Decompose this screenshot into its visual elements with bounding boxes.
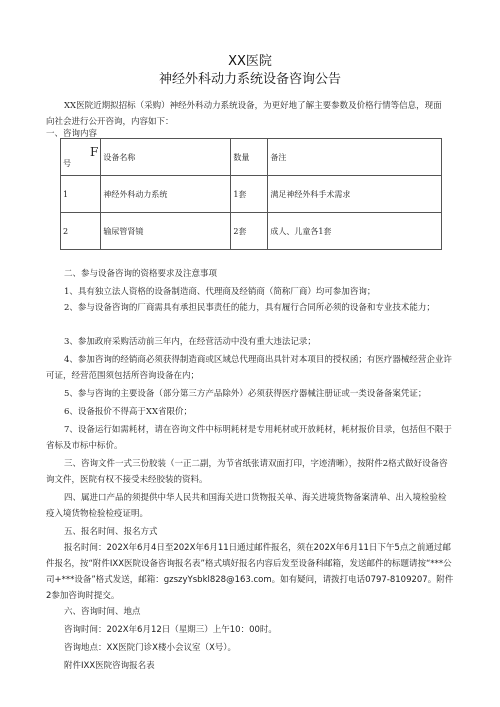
header-index	[61, 139, 101, 176]
section5-heading: 五、报名时间、报名方式	[64, 527, 158, 537]
cell-remark: 满足神经外科手术需求	[268, 176, 442, 213]
para-5: 报名时间：202X年6月4日至202X年6月11日通过邮件报名，须在202X年6月11日下午5点之前通过邮件报名，按“附件IXX医院设备咨询报名表”格式填好报名内容后发至设备科邮箱，发送邮件的标题请按“***公司+***设备”格式发送，邮箱：gzszyYsbkl828@163.com。如有疑问，请拨打电话0797-8109207。附件2参加咨询时提交。	[46, 543, 454, 601]
req-5: 5、参与咨询的主要设备（部分第三方产品除外）必须获得医疗器械注册证或一类设备备案凭证；	[64, 389, 427, 399]
cell-index: 2	[61, 213, 101, 250]
equipment-table	[60, 138, 442, 250]
req-1: 1、具有独立法人资格的设备制造商、代理商及经销商（简称厂商）均可参加咨询；	[64, 287, 376, 297]
header-index-mark: F	[90, 144, 99, 159]
section6-heading: 六、咨询时间、地点	[64, 607, 141, 617]
cell-name: 输尿管肾镜	[101, 213, 231, 250]
cell-qty: 1套	[231, 176, 268, 213]
header-remark: 备注	[268, 139, 442, 176]
table-row	[61, 176, 442, 213]
header-index-label: 号	[63, 158, 71, 168]
cell-qty: 2套	[231, 213, 268, 250]
header-name: 设备名称	[101, 139, 231, 176]
req-6: 6、设备报价不得高于XX省限价；	[64, 407, 193, 417]
attachment-note: 附件IXX医院咨询报名表	[64, 661, 155, 671]
req-7: 7、设备运行如需耗材，请在咨询文件中标明耗材是专用耗材或开放耗材，耗材报价目录，包括但不限于省标及市标中标价。	[46, 425, 452, 451]
section2-heading: 二、参与设备咨询的资格要求及注意事项	[64, 269, 218, 279]
cell-name: 神经外科动力系统	[101, 176, 231, 213]
table-header-row	[61, 139, 442, 176]
cell-remark: 成人、儿童各1套	[268, 213, 442, 250]
consult-time: 咨询时间：202X年6月12日（星期三）上午10：00时。	[64, 625, 277, 635]
para-3: 三、咨询文件一式三份胶装（一正二副，为节省纸张请双面打印，字迹清晰），按附件2格式做好设备咨询文件，医院有权不接受未经胶装的资料。	[46, 459, 448, 485]
notice-title: 神经外科动力系统设备咨询公告	[158, 72, 341, 87]
hospital-title: XX医院	[228, 54, 272, 69]
consult-place: 咨询地点：XX医院门诊X楼小会议室（X号）。	[64, 643, 237, 653]
req-3: 3、参加政府采购活动前三年内，在经营活动中没有重大违法记录；	[64, 337, 316, 347]
intro-paragraph: XX医院近期拟招标（采购）神经外科动力系统设备，为更好地了解主要参数及价格行情等信息，现面向社会进行公开咨询，内容如下：	[46, 101, 442, 127]
header-qty: 数量	[231, 139, 268, 176]
table-row	[61, 213, 442, 250]
req-2: 2、参与设备咨询的厂商需具有承担民事责任的能力，具有履行合同所必须的设备和专业技术能力；	[64, 303, 435, 313]
section1-heading: 一、咨询内容	[46, 129, 98, 139]
para-4: 四、属进口产品的须提供中华人民共和国海关进口货物报关单、海关进境货物备案清单、出入境检验检疫入境货物检验检疫证明。	[46, 493, 447, 519]
req-4: 4、参加咨询的经销商必须获得制造商或区域总代理商出具针对本项目的授权函；有医疗器械经营企业许可证，经营范围须包括所咨询设备在内；	[46, 355, 452, 381]
cell-index: 1	[61, 176, 101, 213]
